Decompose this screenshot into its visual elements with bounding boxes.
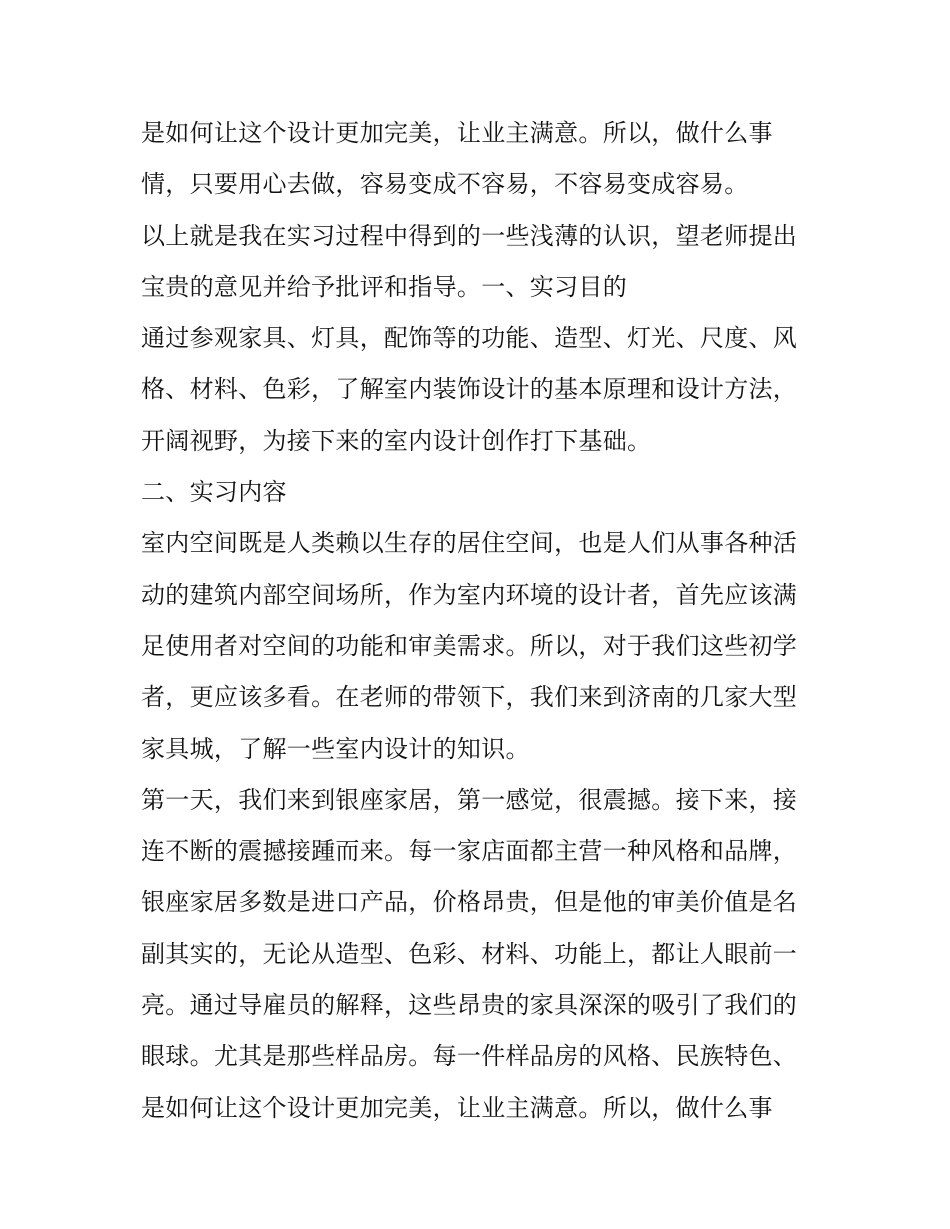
text-line: 第一天，我们来到银座家居，第一感觉，很震撼。接下来，接 [141,785,798,814]
text-line: 者，更应该多看。在老师的带领下，我们来到济南的几家大型 [141,683,798,712]
text-line: 家具城，了解一些室内设计的知识。 [141,734,530,763]
section-heading: 二、实习内容 [141,478,287,507]
text-line: 情，只要用心去做，容易变成不容易，不容易变成容易。 [141,170,749,199]
text-line: 是如何让这个设计更加完美，让业主满意。所以，做什么事 [141,119,773,147]
text-line: 动的建筑内部空间场所，作为室内环境的设计者，首先应该满 [141,580,798,609]
text-line: 宝贵的意见并给予批评和指导。一、实习目的 [141,272,627,301]
text-line: 亮。通过导雇员的解释，这些昂贵的家具深深的吸引了我们的 [141,991,798,1020]
text-line: 室内空间既是人类赖以生存的居住空间，也是人们从事各种活 [141,529,798,558]
text-line: 通过参观家具、灯具，配饰等的功能、造型、灯光、尺度、风 [141,324,798,353]
text-line: 足使用者对空间的功能和审美需求。所以，对于我们这些初学 [141,631,798,660]
text-line: 连不断的震撼接踵而来。每一家店面都主营一种风格和品牌， [141,837,798,866]
text-line: 格、材料、色彩，了解室内装饰设计的基本原理和设计方法， [141,375,798,404]
text-line: 以上就是我在实习过程中得到的一些浅薄的认识，望老师提出 [141,221,798,250]
text-line: 眼球。尤其是那些样品房。每一件样品房的风格、民族特色、 [141,1042,798,1071]
text-line: 是如何让这个设计更加完美，让业主满意。所以，做什么事 [141,1093,773,1122]
text-line: 副其实的，无论从造型、色彩、材料、功能上，都让人眼前一 [141,939,798,968]
text-line: 开阔视野，为接下来的室内设计创作打下基础。 [141,426,652,455]
text-line: 银座家居多数是进口产品，价格昂贵，但是他的审美价值是名 [141,888,798,917]
body-text [141,108,821,1134]
